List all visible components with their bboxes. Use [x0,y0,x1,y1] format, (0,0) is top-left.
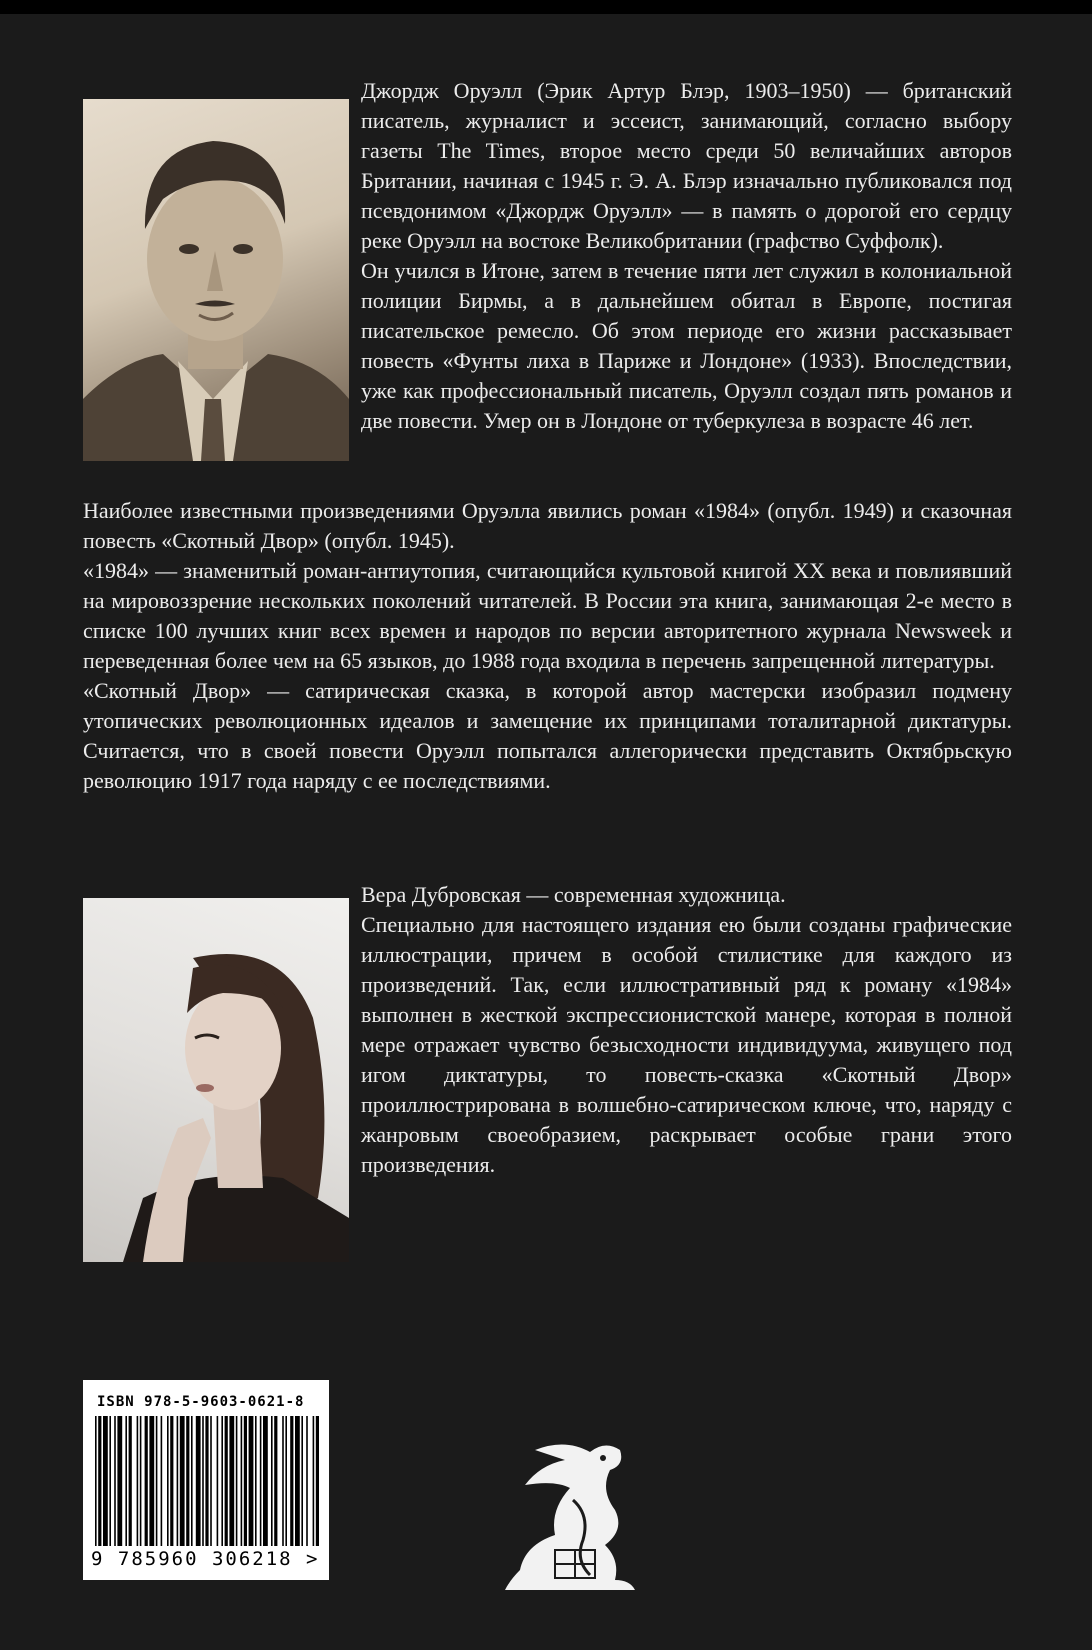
barcode-bar [145,1416,148,1546]
barcode-bar [196,1416,201,1546]
barcode-bar [255,1416,257,1546]
barcode-bar [210,1416,212,1546]
orwell-bio-paragraph-2: Он учился в Итоне, затем в течение пяти лет служил в колониальной полиции Бирмы, а в дальнейшем обитал в Европе, постигая писательское ремесло. Об этом периоде его жизни рассказывает повесть «Фунты лиха в Париже и Лондоне» (1933). Впоследствии, уже как профессиональный писатель, Оруэлл создал пять романов и две повести. Умер он в Лондоне от туберкулеза в возрасте 46 лет. [361,258,1012,433]
barcode-bar [221,1416,223,1546]
barcode-bar [274,1416,277,1546]
barcode-bar [177,1416,179,1546]
publisher-dragon-logo [495,1430,645,1595]
barcode-bar [129,1416,132,1546]
barcode-bar [156,1416,158,1546]
barcode-bar [285,1416,287,1546]
barcode-bar [306,1416,308,1546]
barcode-bar [95,1416,97,1546]
barcode-bar [271,1416,273,1546]
illustrator-bio-paragraph-1: Вера Дубровская — современная художница. [361,882,786,907]
illustrator-bio-paragraph-2: Специально для настоящего издания ею были созданы графические иллюстрации, причем в особой стилистике для каждого из произведений. Так, если иллюстративный ряд к роману «1984» выполнен в жесткой экспрессионистской манере, которая в полной мере отражает чувство безысходности индивидуума, живущего под игом диктатуры, то повесть-сказка «Скотный Двор» проиллюстрирована в волшебно-сатирическом ключе, что, наряду с жанровым своеобразием, раскрывает особые грани этого произведения. [361,912,1012,1177]
barcode-bar [316,1416,319,1546]
barcode-bar [170,1416,173,1546]
barcode-bar [236,1416,238,1546]
orwell-bio [361,76,1012,436]
barcode-bar [186,1416,189,1546]
barcode-bar [109,1416,111,1546]
barcode-bar [161,1416,163,1546]
isbn-label: ISBN 978-5-9603-0621-8 [97,1394,305,1410]
barcode-bar [180,1416,185,1546]
isbn-barcode [83,1380,329,1580]
barcode-bar [140,1416,142,1546]
barcode-bar [295,1416,300,1546]
barcode-bar [290,1416,293,1546]
barcode-bars [91,1416,321,1546]
barcode-bar [301,1416,303,1546]
illustrator-portrait [83,898,349,1262]
barcode-bar [125,1416,127,1546]
barcode-digits: 9 785960 306218 > [91,1548,320,1570]
works-description [83,496,1012,796]
barcode-bar [137,1416,139,1546]
barcode-bar [263,1416,268,1546]
barcode-bar [249,1416,254,1546]
barcode-bar [117,1416,122,1546]
barcode-bar [205,1416,208,1546]
illustrator-bio [361,880,1012,1180]
top-border [0,0,1092,14]
barcode-bar [98,1416,101,1546]
barcode-bar [229,1416,234,1546]
orwell-portrait [83,99,349,461]
barcode-bar [103,1416,108,1546]
works-paragraph-3: «Скотный Двор» — сатирическая сказка, в которой автор мастерски изобразил подмену утопических революционных идеалов и замещение их принципами тоталитарной диктатуры. Считается, что в своей повести Оруэлл попытался аллегорически представить Октябрьскую революцию 1917 года наряду с ее последствиями. [83,678,1012,793]
barcode-bar [114,1416,116,1546]
barcode-bar [260,1416,262,1546]
barcode-bar [149,1416,154,1546]
barcode-bar [241,1416,243,1546]
barcode-bar [191,1416,193,1546]
barcode-bar [244,1416,247,1546]
barcode-bar [313,1416,315,1546]
barcode-bar [167,1416,169,1546]
barcode-bar [225,1416,228,1546]
works-paragraph-1: Наиболее известными произведениями Оруэлла явились роман «1984» (опубл. 1949) и сказочная повесть «Скотный Двор» (опубл. 1945). [83,498,1012,553]
barcode-bar [202,1416,204,1546]
orwell-bio-paragraph-1: Джордж Оруэлл (Эрик Артур Блэр, 1903–1950) — британский писатель, журналист и эссеист, занимающий, согласно выбору газеты The Times, второе место среди 50 величайших авторов Британии, начиная с 1945 г. Э. А. Блэр изначально публиковался под псевдонимом «Джордж Оруэлл» — в память о дорогой его сердцу реке Оруэлл на востоке Великобритании (графство Суффолк). [361,78,1012,253]
barcode-bar [217,1416,219,1546]
barcode-bar [282,1416,284,1546]
works-paragraph-2: «1984» — знаменитый роман-антиутопия, считающийся культовой книгой XX века и повлиявший на мировоззрение нескольких поколений читателей. В России эта книга, занимающая 2-е место в списке 100 лучших книг всех времен и народов по версии авторитетного журнала Newsweek и переведенная более чем на 65 языков, до 1988 года входила в перечень запрещенной литературы. [83,558,1012,673]
